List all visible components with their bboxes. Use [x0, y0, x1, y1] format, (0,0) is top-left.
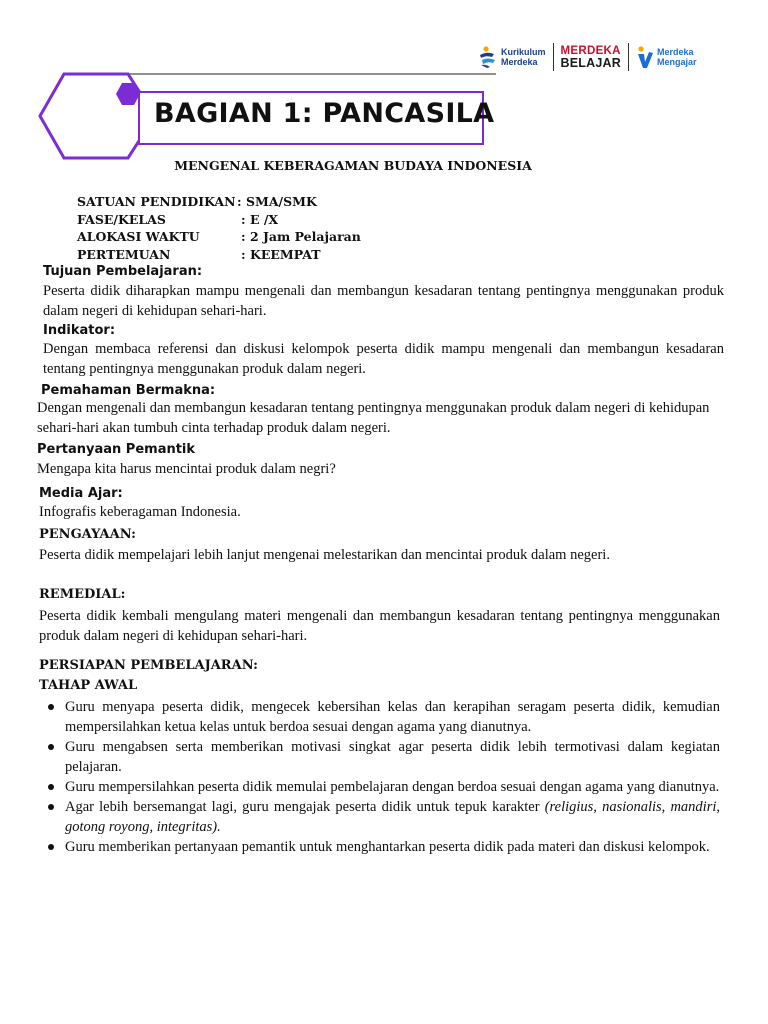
logo-divider — [628, 43, 629, 71]
merdeka-text: Merdeka — [501, 57, 538, 67]
pertanyaan-text: Mengapa kita harus mencintai produk dalam negri? — [37, 461, 336, 477]
logo-bar — [478, 40, 696, 74]
merdeka-belajar-bottom: BELAJAR — [560, 56, 621, 70]
list-item-text: Guru menyapa peserta didik, mengecek kebersihan kelas dan kerapihan seragam peserta didik, kemudian mempersilahkan ketua kelas untuk berdoa sesuai dengan agama yang dianutnya. — [65, 699, 720, 735]
indikator-text: Dengan membaca referensi dan diskusi kelompok peserta didik mampu mengenali dan membangun kesadaran tentang pentingnya menggunakan produk dalam negeri. — [43, 341, 724, 377]
list-item-text: Guru mempersilahkan peserta didik memulai pembelajaran dengan berdoa sesuai dengan agama yang dianutnya. — [65, 779, 720, 795]
info-value: : E /X — [241, 211, 279, 227]
pemahaman-heading: Pemahaman Bermakna: — [41, 383, 216, 398]
list-item — [39, 837, 720, 857]
bullet-icon — [48, 804, 54, 810]
remedial-heading: REMEDIAL: — [39, 587, 126, 602]
info-row — [77, 212, 361, 230]
info-row — [77, 194, 361, 212]
bullet-icon — [48, 704, 54, 710]
info-value: : SMA/SMK — [237, 194, 317, 209]
info-key: ALOKASI WAKTU — [77, 229, 200, 244]
remedial-text: Peserta didik kembali mengulang materi mengenali dan membangun kesadaran tentang pentingnya menggunakan produk dalam negeri di kehidupan sehari-hari. — [39, 608, 720, 644]
tahap-awal-heading: TAHAP AWAL — [39, 678, 138, 693]
merdeka-belajar-logo — [561, 45, 621, 69]
list-item-text: Guru mengabsen serta memberikan motivasi singkat agar peserta didik lebih termotivasi dalam kegiatan pelajaran. — [65, 739, 720, 775]
tujuan-heading: Tujuan Pembelajaran: — [43, 264, 203, 279]
mengajar-top: Merdeka — [656, 47, 694, 57]
info-key: PERTEMUAN — [77, 246, 171, 262]
info-value: : 2 Jam Pelajaran — [241, 229, 361, 244]
info-row — [77, 247, 361, 265]
bullet-icon — [48, 844, 54, 850]
list-item — [39, 797, 720, 837]
media-heading: Media Ajar: — [39, 486, 123, 501]
info-key: SATUAN PENDIDIKAN — [77, 194, 236, 209]
list-item-text: Guru memberikan pertanyaan pemantik untuk menghantarkan peserta didik pada materi dan diskusi kelompok. — [65, 839, 710, 855]
kurikulum-merdeka-logo — [501, 47, 546, 67]
info-table — [77, 194, 361, 264]
indikator-heading: Indikator: — [43, 323, 116, 338]
merdeka-mengajar-icon — [636, 45, 654, 69]
pengayaan-heading: PENGAYAAN: — [39, 527, 136, 542]
kurikulum-text: Kurikulum — [501, 47, 546, 57]
media-text: Infografis keberagaman Indonesia. — [39, 504, 241, 520]
list-item — [39, 777, 720, 797]
list-item-text: Agar lebih bersemangat lagi, guru mengajak peserta didik untuk tepuk karakter — [65, 799, 545, 815]
tujuan-text: Peserta didik diharapkan mampu mengenali dan membangun kesadaran tentang pentingnya menggunakan produk dalam negeri di kehidupan sehari-hari. — [43, 283, 724, 319]
merdeka-mengajar-logo — [657, 47, 697, 67]
tahap-awal-list — [39, 697, 720, 857]
karakter-values-text: (religius, nasionalis, mandiri, gotong royong, integritas). — [65, 799, 720, 835]
bullet-icon — [48, 744, 54, 750]
list-item — [39, 737, 720, 777]
pemahaman-text: Dengan mengenali dan membangun kesadaran tentang pentingnya menggunakan produk dalam negeri di kehidupan sehari-hari akan tumbuh cinta terhadap produk dalam negeri. — [37, 400, 710, 436]
merdeka-belajar-top: MERDEKA — [560, 45, 621, 57]
info-row — [77, 229, 361, 247]
mengajar-bottom: Mengajar — [656, 57, 697, 67]
info-value: : KEEMPAT — [241, 246, 321, 262]
persiapan-heading: PERSIAPAN PEMBELAJARAN: — [39, 658, 258, 673]
list-item — [39, 697, 720, 737]
page-subtitle: MENGENAL KEBERAGAMAN BUDAYA INDONESIA — [174, 158, 532, 173]
kurikulum-merdeka-icon — [478, 45, 498, 69]
page-title: BAGIAN 1: PANCASILA — [154, 98, 495, 129]
bullet-icon — [48, 784, 54, 790]
info-key: FASE/KELAS — [77, 211, 166, 227]
logo-divider — [553, 43, 554, 71]
pertanyaan-heading: Pertanyaan Pemantik — [37, 442, 196, 457]
pengayaan-text: Peserta didik mempelajari lebih lanjut mengenai melestarikan dan mencintai produk dalam negeri. — [39, 547, 610, 563]
